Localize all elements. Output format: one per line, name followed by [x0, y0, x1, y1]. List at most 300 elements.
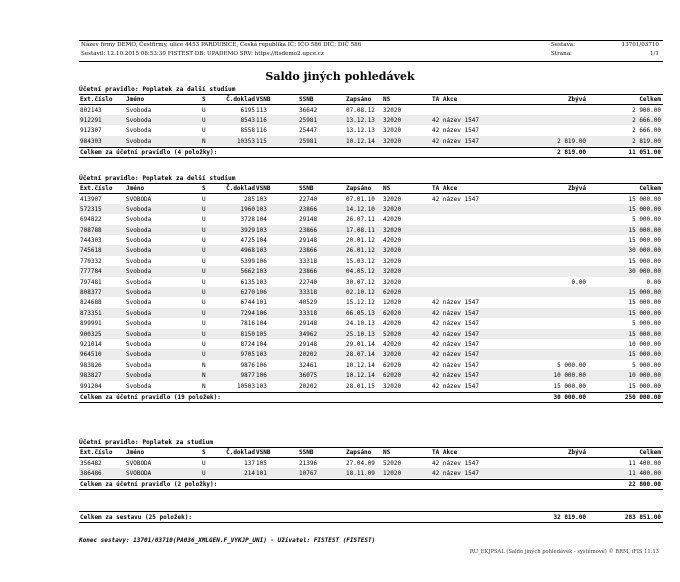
table-row	[79, 256, 663, 266]
cell-zapsano: 13.12.13	[346, 116, 375, 124]
cell-ssnb: 32461	[299, 361, 318, 369]
cell-ext: 824688	[80, 299, 102, 307]
cell-ns: 52020	[383, 459, 402, 467]
cell-s: U	[202, 320, 206, 328]
cell-ext: 808377	[80, 289, 102, 297]
cell-jmeno: Svoboda	[126, 299, 152, 307]
cell-ssnb: 40529	[299, 299, 318, 307]
cell-jmeno: Svoboda	[126, 382, 152, 390]
cell-ssnb: 10767	[299, 469, 318, 477]
column-header-vsnb: VSNB	[256, 184, 271, 192]
column-header-celkem: Celkem	[639, 184, 661, 192]
table-row	[79, 468, 663, 478]
cell-celkem: 15 000.00	[628, 289, 661, 297]
cell-ns: 12020	[383, 299, 402, 307]
column-header-vsnb: VSNB	[256, 95, 271, 103]
cell-zapsano: 14.12.10	[346, 205, 375, 213]
cell-ssnb: 29148	[299, 216, 318, 224]
cell-ssnb: 20202	[299, 382, 318, 390]
cell-vsnb: 103	[256, 226, 267, 234]
cell-ext: 770332	[80, 257, 102, 265]
cell-s: U	[202, 278, 206, 286]
cell-s: U	[202, 116, 206, 124]
cell-ssnb: 20202	[299, 351, 318, 359]
report-end: Konec sestavy: 13701/03710(PA036_XMLGEN.F_VYKJP_UNI) - Uživatel: FISTEST (FISTEST)	[79, 537, 376, 544]
column-header-s: S	[202, 448, 206, 456]
column-header-zbyva: Zbývá	[567, 448, 586, 456]
column-header-doklad: Č.doklad	[226, 95, 255, 103]
grand-total-row	[79, 511, 663, 523]
cell-ssnb: 23866	[299, 247, 318, 255]
cell-ssnb: 29148	[299, 237, 318, 245]
cell-s: U	[202, 247, 206, 255]
cell-ssnb: 33318	[299, 309, 318, 317]
created-info: Sestavil: 12.10.2015 08:53:30 FISTEST DB: UPADEMO SRV: https://fisdemo2.upce.cz	[81, 51, 324, 57]
cell-ext: 900325	[80, 330, 102, 338]
cell-vsnb: 115	[256, 137, 267, 145]
cell-ext: 386486	[80, 469, 102, 477]
cell-s: U	[202, 459, 206, 467]
cell-doklad: 5399	[240, 257, 255, 265]
cell-ta: 42 název 1547	[432, 320, 479, 328]
cell-ta: 42 název 1547	[432, 340, 479, 348]
cell-ext: 984303	[80, 137, 102, 145]
cell-s: U	[202, 289, 206, 297]
report-header	[79, 40, 663, 62]
cell-celkem: 15 000.00	[628, 195, 661, 203]
column-header-s: S	[202, 95, 206, 103]
cell-zbyva: 10 000.00	[553, 372, 586, 380]
table-row	[79, 115, 663, 125]
cell-ns: 32020	[383, 106, 402, 114]
column-header-zapsano: Zapsáno	[346, 448, 372, 456]
cell-zapsano: 10.12.14	[346, 372, 375, 380]
cell-ns: 32020	[383, 247, 402, 255]
cell-ta: 42 název 1547	[432, 330, 479, 338]
cell-ssnb: 33318	[299, 257, 318, 265]
column-header-ssnb: SSNB	[299, 184, 314, 192]
cell-ta: 42 název 1547	[432, 372, 479, 380]
cell-doklad: 6270	[240, 289, 255, 297]
cell-s: U	[202, 268, 206, 276]
cell-ssnb: 25981	[299, 116, 318, 124]
cell-ext: 572315	[80, 205, 102, 213]
cell-zbyva: 0.00	[571, 278, 586, 286]
section-sum-row	[79, 392, 663, 403]
cell-celkem: 15 000.00	[628, 309, 661, 317]
table-row	[79, 287, 663, 297]
cell-ns: 32020	[383, 351, 402, 359]
cell-doklad: 4968	[240, 247, 255, 255]
cell-ns: 32020	[383, 127, 402, 135]
table-row	[79, 277, 663, 287]
column-header-vsnb: VSNB	[256, 448, 271, 456]
table-row	[79, 360, 663, 370]
cell-zapsano: 30.07.12	[346, 278, 375, 286]
cell-ext: 745618	[80, 247, 102, 255]
cell-vsnb: 106	[256, 361, 267, 369]
cell-zapsano: 04.05.12	[346, 268, 375, 276]
cell-ns: 62020	[383, 372, 402, 380]
cell-s: N	[202, 137, 206, 145]
cell-doklad: 10503	[236, 382, 255, 390]
cell-ta: 42 název 1547	[432, 361, 479, 369]
column-header-ext: Ext.číslo	[80, 184, 113, 192]
cell-celkem: 2 666.00	[632, 127, 661, 135]
cell-ns: 62020	[383, 289, 402, 297]
column-header-jmeno: Jméno	[126, 448, 145, 456]
cell-jmeno: Svoboda	[126, 205, 152, 213]
table-row	[79, 204, 663, 214]
cell-celkem: 10 000.00	[628, 340, 661, 348]
cell-vsnb: 106	[256, 309, 267, 317]
cell-ns: 42020	[383, 320, 402, 328]
cell-jmeno: Svoboda	[126, 268, 152, 276]
cell-ssnb: 36642	[299, 106, 318, 114]
cell-jmeno: Svoboda	[126, 351, 152, 359]
cell-jmeno: SVOBODA	[126, 195, 152, 203]
cell-jmeno: Svoboda	[126, 340, 152, 348]
cell-s: U	[202, 309, 206, 317]
table-row	[79, 297, 663, 307]
cell-celkem: 30 000.00	[628, 247, 661, 255]
cell-s: N	[202, 361, 206, 369]
cell-s: U	[202, 237, 206, 245]
strana-value: 1/1	[649, 51, 659, 57]
cell-s: U	[202, 257, 206, 265]
company-info: Název firmy DEMO, Čestfirmy, ulice 4453 PARDUBICE, Česká republika IČ: IČO 586 DIČ: DIČ 586	[81, 42, 362, 48]
cell-doklad: 10353	[236, 137, 255, 145]
cell-doklad: 1960	[240, 205, 255, 213]
cell-celkem: 10 000.00	[628, 372, 661, 380]
cell-ssnb: 23866	[299, 205, 318, 213]
cell-vsnb: 103	[256, 268, 267, 276]
cell-ext: 983827	[80, 372, 102, 380]
cell-vsnb: 106	[256, 257, 267, 265]
cell-doklad: 6195	[240, 106, 255, 114]
cell-jmeno: SVOBODA	[126, 459, 152, 467]
cell-zapsano: 07.08.12	[346, 106, 375, 114]
cell-ssnb: 22740	[299, 278, 318, 286]
table-row	[79, 225, 663, 235]
section-sum-row	[79, 479, 663, 490]
cell-zapsano: 17.08.11	[346, 226, 375, 234]
cell-ext: 899991	[80, 320, 102, 328]
cell-jmeno: Svoboda	[126, 216, 152, 224]
column-header-ext: Ext.číslo	[80, 95, 113, 103]
section-sum-row	[79, 147, 663, 158]
cell-celkem: 5 000.00	[632, 320, 661, 328]
cell-s: U	[202, 216, 206, 224]
cell-celkem: 15 000.00	[628, 382, 661, 390]
cell-jmeno: Svoboda	[126, 116, 152, 124]
cell-jmeno: Svoboda	[126, 137, 152, 145]
cell-ssnb: 25981	[299, 137, 318, 145]
table-row	[79, 136, 663, 146]
cell-doklad: 7294	[240, 309, 255, 317]
table-row	[79, 235, 663, 245]
cell-jmeno: Svoboda	[126, 289, 152, 297]
cell-vsnb: 103	[256, 382, 267, 390]
cell-doklad: 214	[244, 469, 255, 477]
section-title: Účetní pravidlo: Poplatek za studium	[79, 439, 214, 446]
cell-zapsano: 24.10.13	[346, 320, 375, 328]
section-sum-zbyva: 30 000.00	[553, 393, 586, 401]
cell-celkem: 15 000.00	[628, 299, 661, 307]
cell-vsnb: 103	[256, 247, 267, 255]
cell-doklad: 285	[244, 195, 255, 203]
column-header-zapsano: Zapsáno	[346, 184, 372, 192]
cell-celkem: 11 400.00	[628, 469, 661, 477]
cell-s: N	[202, 372, 206, 380]
grand-total-celkem: 283 851.00	[624, 513, 661, 521]
cell-vsnb: 104	[256, 216, 267, 224]
cell-zapsano: 10.12.14	[346, 137, 375, 145]
cell-ns: 12020	[383, 469, 402, 477]
cell-ext: 964510	[80, 351, 102, 359]
cell-celkem: 2 819.00	[632, 137, 661, 145]
cell-ns: 32020	[383, 205, 402, 213]
cell-vsnb: 103	[256, 351, 267, 359]
cell-zapsano: 26.07.11	[346, 216, 375, 224]
cell-vsnb: 113	[256, 106, 267, 114]
cell-jmeno: Svoboda	[126, 127, 152, 135]
cell-ext: 797481	[80, 278, 102, 286]
cell-doklad: 8558	[240, 127, 255, 135]
cell-celkem: 5 000.00	[632, 216, 661, 224]
column-header-ns: NS	[383, 95, 391, 103]
cell-zapsano: 07.01.10	[346, 195, 375, 203]
table-row	[79, 329, 663, 339]
table-row	[79, 214, 663, 224]
section-title: Účetní pravidlo: Poplatek za delší studium	[79, 175, 236, 182]
table-row	[79, 318, 663, 328]
cell-zapsano: 10.12.14	[346, 361, 375, 369]
cell-ns: 62020	[383, 309, 402, 317]
table-row	[79, 349, 663, 359]
cell-jmeno: Svoboda	[126, 330, 152, 338]
cell-ext: 413907	[80, 195, 102, 203]
cell-ext: 921014	[80, 340, 102, 348]
cell-doklad: 3929	[240, 226, 255, 234]
cell-zapsano: 29.01.14	[346, 340, 375, 348]
cell-ta: 42 název 1547	[432, 137, 479, 145]
cell-ext: 708788	[80, 226, 102, 234]
table-row	[79, 458, 663, 468]
cell-zapsano: 25.10.13	[346, 330, 375, 338]
cell-s: U	[202, 299, 206, 307]
cell-zbyva: 2 819.00	[557, 137, 586, 145]
cell-doklad: 137	[244, 459, 255, 467]
cell-celkem: 15 000.00	[628, 351, 661, 359]
column-header-ssnb: SSNB	[299, 95, 314, 103]
cell-ext: 694822	[80, 216, 102, 224]
cell-jmeno: Svoboda	[126, 247, 152, 255]
sestava-value: 13701/03710	[621, 42, 659, 48]
cell-vsnb: 116	[256, 127, 267, 135]
cell-celkem: 15 000.00	[628, 226, 661, 234]
section-sum-celkem: 11 051.00	[628, 149, 661, 157]
cell-celkem: 15 000.00	[628, 257, 661, 265]
table-row	[79, 245, 663, 255]
cell-ssnb: 23866	[299, 226, 318, 234]
report-title: Saldo jiných pohledávek	[265, 70, 415, 83]
cell-ns: 42020	[383, 237, 402, 245]
cell-ssnb: 36075	[299, 372, 318, 380]
cell-ext: 912307	[80, 127, 102, 135]
cell-celkem: 5 000.00	[632, 361, 661, 369]
column-header-jmeno: Jméno	[126, 184, 145, 192]
cell-zbyva: 5 000.00	[557, 361, 586, 369]
column-header-ns: NS	[383, 184, 391, 192]
cell-ns: 32020	[383, 195, 402, 203]
cell-vsnb: 103	[256, 195, 267, 203]
cell-vsnb: 103	[256, 278, 267, 286]
column-header-celkem: Celkem	[639, 448, 661, 456]
cell-ext: 356482	[80, 459, 102, 467]
cell-vsnb: 105	[256, 459, 267, 467]
cell-ns: 32020	[383, 268, 402, 276]
cell-doklad: 4725	[240, 237, 255, 245]
cell-ta: 42 název 1547	[432, 195, 479, 203]
cell-celkem: 2 900.00	[632, 106, 661, 114]
cell-jmeno: Svoboda	[126, 278, 152, 286]
cell-s: U	[202, 106, 206, 114]
cell-doklad: 7816	[240, 320, 255, 328]
cell-vsnb: 106	[256, 372, 267, 380]
cell-ext: 991204	[80, 382, 102, 390]
cell-vsnb: 101	[256, 469, 267, 477]
cell-vsnb: 104	[256, 320, 267, 328]
cell-jmeno: Svoboda	[126, 257, 152, 265]
column-header-zapsano: Zapsáno	[346, 95, 372, 103]
cell-vsnb: 116	[256, 116, 267, 124]
section-sum-label: Celkem za účetní pravidlo (2 položky):	[80, 481, 218, 489]
cell-s: U	[202, 340, 206, 348]
column-header-ns: NS	[383, 448, 391, 456]
column-header-doklad: Č.doklad	[226, 184, 255, 192]
cell-s: U	[202, 351, 206, 359]
cell-vsnb: 103	[256, 205, 267, 213]
cell-ns: 32020	[383, 226, 402, 234]
cell-celkem: 15 000.00	[628, 330, 661, 338]
column-header-zbyva: Zbývá	[567, 184, 586, 192]
section-sum-label: Celkem za účetní pravidlo (4 položky):	[80, 149, 218, 157]
table-row	[79, 266, 663, 276]
cell-ssnb: 29148	[299, 320, 318, 328]
table-row	[79, 105, 663, 115]
cell-ns: 62020	[383, 361, 402, 369]
cell-jmeno: Svoboda	[126, 309, 152, 317]
cell-s: U	[202, 469, 206, 477]
cell-jmeno: SVOBODA	[126, 469, 152, 477]
cell-ns: 52020	[383, 330, 402, 338]
table-row	[79, 339, 663, 349]
cell-ext: 744303	[80, 237, 102, 245]
cell-zapsano: 15.03.12	[346, 257, 375, 265]
cell-zapsano: 18.11.09	[346, 469, 375, 477]
cell-ext: 873351	[80, 309, 102, 317]
cell-s: U	[202, 195, 206, 203]
cell-ssnb: 22740	[299, 195, 318, 203]
cell-ns: 32020	[383, 257, 402, 265]
cell-jmeno: Svoboda	[126, 361, 152, 369]
column-header-ssnb: SSNB	[299, 448, 314, 456]
cell-ta: 42 název 1547	[432, 382, 479, 390]
cell-s: U	[202, 330, 206, 338]
cell-ns: 32020	[383, 116, 402, 124]
cell-doklad: 9876	[240, 361, 255, 369]
grand-total-label: Celkem za sestavu (25 položek):	[80, 513, 192, 521]
column-header-jmeno: Jméno	[126, 95, 145, 103]
section-delsi-studium	[79, 175, 663, 403]
column-header-zbyva: Zbývá	[567, 95, 586, 103]
cell-s: U	[202, 205, 206, 213]
column-header-celkem: Celkem	[639, 95, 661, 103]
table-row	[79, 308, 663, 318]
cell-ta: 42 název 1547	[432, 299, 479, 307]
cell-ssnb: 21396	[299, 459, 318, 467]
cell-doklad: 8724	[240, 340, 255, 348]
cell-zapsano: 27.04.09	[346, 459, 375, 467]
cell-jmeno: Svoboda	[126, 106, 152, 114]
cell-doklad: 9877	[240, 372, 255, 380]
cell-ns: 32020	[383, 278, 402, 286]
cell-ext: 983826	[80, 361, 102, 369]
cell-doklad: 6744	[240, 299, 255, 307]
cell-ta: 42 název 1547	[432, 351, 479, 359]
cell-celkem: 15 000.00	[628, 237, 661, 245]
cell-zapsano: 20.01.12	[346, 237, 375, 245]
cell-doklad: 9705	[240, 351, 255, 359]
cell-ssnb: 23866	[299, 268, 318, 276]
cell-ns: 42020	[383, 216, 402, 224]
cell-ssnb: 33318	[299, 289, 318, 297]
table-row	[79, 125, 663, 135]
cell-zapsano: 26.01.12	[346, 247, 375, 255]
cell-doklad: 5662	[240, 268, 255, 276]
cell-jmeno: Svoboda	[126, 226, 152, 234]
cell-ns: 32020	[383, 382, 402, 390]
column-header-doklad: Č.doklad	[226, 448, 255, 456]
cell-ssnb: 29148	[299, 340, 318, 348]
cell-celkem: 0.00	[646, 278, 661, 286]
cell-ns: 32020	[383, 137, 402, 145]
section-sum-celkem: 22 800.00	[628, 481, 661, 489]
cell-ext: 777784	[80, 268, 102, 276]
cell-ext: 912291	[80, 116, 102, 124]
cell-vsnb: 105	[256, 330, 267, 338]
cell-zapsano: 15.12.12	[346, 299, 375, 307]
cell-jmeno: Svoboda	[126, 372, 152, 380]
cell-vsnb: 104	[256, 237, 267, 245]
section-dalsi-studium	[79, 86, 663, 158]
strana-label: Strana:	[551, 51, 572, 57]
cell-ns: 42020	[383, 340, 402, 348]
section-sum-celkem: 250 000.00	[624, 393, 661, 401]
cell-celkem: 2 666.00	[632, 116, 661, 124]
section-sum-zbyva: 2 819.00	[557, 149, 586, 157]
cell-ext: 802143	[80, 106, 102, 114]
cell-celkem: 30 000.00	[628, 268, 661, 276]
section-sum-label: Celkem za účetní pravidlo (19 položek):	[80, 393, 221, 401]
cell-zbyva: 15 000.00	[553, 382, 586, 390]
cell-doklad: 3728	[240, 216, 255, 224]
cell-doklad: 8543	[240, 116, 255, 124]
cell-vsnb: 106	[256, 289, 267, 297]
table-row	[79, 194, 663, 204]
cell-celkem: 15 000.00	[628, 205, 661, 213]
